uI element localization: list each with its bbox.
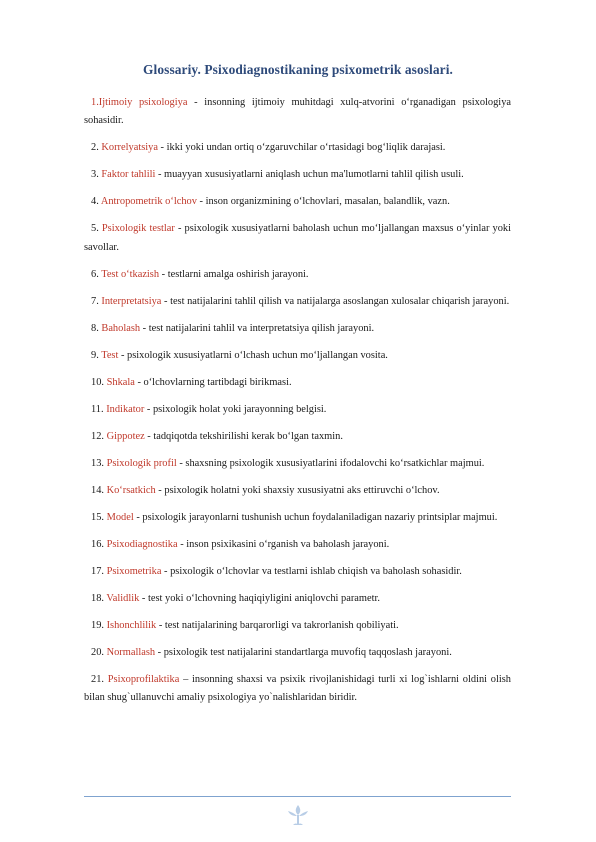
glossary-entry [84,139,511,157]
entry-term: Ijtimoiy psixologiya [98,97,188,108]
entry-term: Ishonchlilik [106,619,157,631]
entry-number: 15. [91,511,107,523]
entry-term: Psixologik testlar [101,223,175,235]
glossary-entry [84,617,511,635]
entry-separator: - [177,538,187,550]
entry-number: 20. [91,646,107,658]
entry-term: Psixologik profil [106,457,177,469]
entry-separator: - [155,169,165,181]
glossary-entry [84,509,511,527]
entry-term: Korrelyatsiya [101,142,158,154]
entry-number: 16. [91,538,107,550]
entry-separator: - [196,196,206,208]
entry-definition: inson psixikasini o‘rganish va baholash jarayoni. [186,538,390,550]
glossary-entry [84,320,511,338]
entry-number: 9. [91,349,102,361]
entry-number: 1. [91,97,99,108]
entry-number: 19. [91,619,107,631]
entry-definition: testlarni amalga oshirish jarayoni. [167,268,309,280]
entry-separator: - [174,223,185,235]
entry-definition: psixologik xususiyatlarni baholash uchun mo‘ljallangan maxsus o‘yinlar yoki savollar. [84,223,511,253]
entry-definition: test yoki o‘lchovning haqiqiyligini aniqlovchi parametr. [147,592,380,604]
entry-separator: - [144,403,153,415]
glossary-entry [84,590,511,608]
glossary-list [84,94,511,716]
entry-number: 18. [91,592,107,604]
entry-number: 21. [91,673,108,685]
glossary-entry [84,293,511,311]
entry-separator: - [144,430,154,442]
entry-term: Indikator [106,403,145,415]
entry-separator: - [140,322,149,334]
entry-definition: inson organizmining o‘lchovlari, masalan, balandlik, vazn. [205,196,450,208]
entry-definition: psixologik o‘lchovlar va testlarni ishlab chiqish va baholash sohasidir. [170,565,462,577]
entry-number: 13. [91,457,107,469]
entry-term: Faktor tahlili [101,169,156,181]
page-title: Glossariy. Psixodiagnostikaning psixometrik asoslari. [143,62,453,77]
entry-definition: shaxsning psixologik xususiyatlarini ifodalovchi ko‘rsatkichlar majmui. [185,457,485,469]
entry-definition: test natijalarini tahlil qilish va natijalarga asoslangan xulosalar chiqarish jarayoni. [170,295,510,307]
fleur-ornament-icon [286,803,310,829]
entry-number: 6. [91,268,102,280]
glossary-entry [84,266,511,284]
entry-separator: - [159,268,168,280]
entry-number: 14. [91,484,107,496]
glossary-entry [84,347,511,365]
entry-term: Shkala [106,376,135,388]
entry-number: 2. [91,142,102,154]
entry-separator: - [118,349,128,361]
entry-number: 8. [91,322,102,334]
glossary-entry [84,374,511,392]
glossary-entry [84,94,511,131]
glossary-entry [84,220,511,257]
entry-separator: - [161,295,171,307]
entry-definition: psixologik holat yoki jarayonning belgisi. [152,403,327,415]
entry-definition: test natijalarini tahlil va interpretatsiya qilish jarayoni. [148,322,375,334]
entry-number: 11. [91,403,107,415]
entry-term: Antropometrik o‘lchov [100,196,197,208]
glossary-entry [84,193,511,211]
entry-separator: - [155,646,164,658]
entry-definition: insonning ijtimoiy muhitdagi xulq-atvorini o‘rganadigan psixologiya sohasidir. [84,97,511,127]
entry-separator: - [156,619,165,631]
entry-term: Normallash [106,646,156,658]
glossary-entry [84,455,511,473]
entry-separator: - [134,376,144,388]
entry-separator: - [157,142,167,154]
entry-term: Psixoprofilaktika [107,673,180,685]
entry-number: 4. [91,196,101,208]
entry-separator: - [155,484,165,496]
entry-definition: psixologik test natijalarini standartlarga muvofiq taqqoslash jarayoni. [163,646,452,658]
entry-number: 7. [91,295,102,307]
entry-term: Psixodiagnostika [106,538,178,550]
entry-separator: - [139,592,148,604]
glossary-entry [84,401,511,419]
footer-divider [84,796,511,797]
entry-term: Baholash [101,322,141,334]
glossary-entry [84,671,511,708]
entry-definition: psixologik jarayonlarni tushunish uchun foydalaniladigan nazariy printsiplar majmui. [142,511,498,523]
entry-definition: o‘lchovlarning tartibdagi birikmasi. [143,376,292,388]
entry-term: Gippotez [106,430,145,442]
entry-definition: psixologik xususiyatlarni o‘lchash uchun mo‘ljallangan vosita. [127,349,388,361]
entry-separator: - [176,457,186,469]
entry-term: Test o‘tkazish [101,268,160,280]
glossary-entry [84,166,511,184]
entry-separator: – [179,673,193,685]
glossary-entry [84,644,511,662]
entry-term: Test [101,349,119,361]
glossary-entry [84,428,511,446]
entry-separator: - [161,565,171,577]
entry-definition: psixologik holatni yoki shaxsiy xususiyatni aks ettiruvchi o‘lchov. [164,484,440,496]
entry-number: 10. [91,376,107,388]
entry-separator: - [187,97,205,108]
glossary-entry [84,482,511,500]
glossary-entry [84,536,511,554]
entry-definition: ikki yoki undan ortiq o‘zgaruvchilar o‘rtasidagi bog‘liqlik darajasi. [166,142,446,154]
entry-number: 5. [91,223,102,235]
entry-definition: insonning shaxsi va psixik rivojlanishidagi turli xi log`ishlarni oldini olish bilan shug`ullanuvchi amaliy psixologiya yo`nalishlaridan biridir. [84,673,511,704]
entry-term: Psixometrika [106,565,162,577]
entry-number: 17. [91,565,107,577]
entry-term: Interpretatsiya [101,295,162,307]
entry-definition: tadqiqotda tekshirilishi kerak bo‘lgan taxmin. [153,430,343,442]
entry-term: Ko‘rsatkich [106,484,156,496]
glossary-entry [84,563,511,581]
entry-number: 12. [91,430,107,442]
entry-number: 3. [91,169,102,181]
entry-term: Validlik [106,592,140,604]
entry-term: Model [106,511,134,523]
entry-separator: - [133,511,143,523]
entry-definition: muayyan xususiyatlarni aniqlash uchun ma'lumotlarni tahlil qilish usuli. [164,169,464,181]
entry-definition: test natijalarining barqarorligi va takrorlanish qobiliyati. [164,619,399,631]
